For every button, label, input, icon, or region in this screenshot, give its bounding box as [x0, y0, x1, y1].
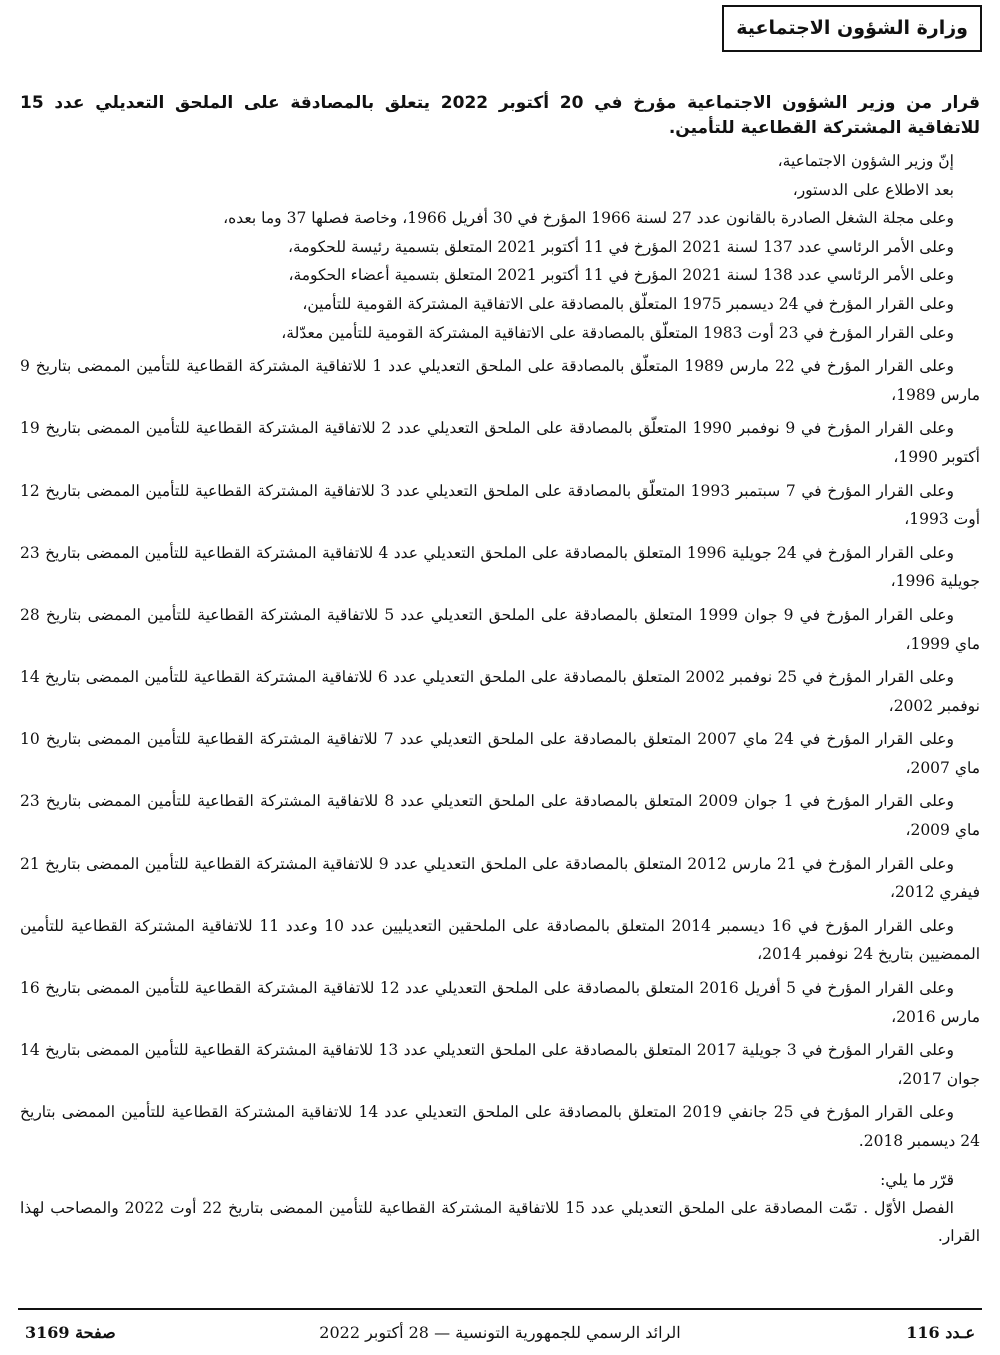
- footer-divider: [18, 1308, 982, 1310]
- preamble-line: وعلى الأمر الرئاسي عدد 138 لسنة 2021 المؤرخ في 11 أكتوبر 2021 المتعلق بتسمية أعضاء الحكومة،: [288, 266, 954, 285]
- preamble-line: وعلى القرار المؤرخ في 25 جانفي 2019 المتعلق بالمصادقة على الملحق التعديلي عدد 14 للاتفاقية المشتركة القطاعية للتأمين الممضى بتاريخ 24 ديسمبر 2018.: [20, 1103, 980, 1150]
- ministry-name: وزارة الشؤون الاجتماعية: [736, 17, 968, 39]
- decides-heading: قرّر ما يلي:: [880, 1170, 954, 1189]
- article-one: الفصل الأوّل . تمّت المصادقة على الملحق التعديلي عدد 15 للاتفاقية المشتركة القطاعية للتأمين الممضى بتاريخ 22 أوت 2022 والمصاحب لهذا القرار.: [20, 1198, 980, 1246]
- preamble-line: وعلى القرار المؤرخ في 9 جوان 1999 المتعلق بالمصادقة على الملحق التعديلي عدد 5 للاتفاقية المشتركة القطاعية للتأمين الممضى بتاريخ 28 ماي 1999،: [20, 605, 980, 653]
- preamble-line: وعلى القرار المؤرخ في 1 جوان 2009 المتعلق بالمصادقة على الملحق التعديلي عدد 8 للاتفاقية المشتركة القطاعية للتأمين الممضى بتاريخ 23 ماي 2009،: [20, 792, 980, 840]
- decree-title: قرار من وزير الشؤون الاجتماعية مؤرخ في 20 أكتوبر 2022 يتعلق بالمصادقة على الملحق التعديلي عدد 15 للاتفاقية المشتركة القطاعية للتأمين.: [20, 93, 980, 138]
- preamble-line: وعلى القرار المؤرخ في 3 جويلية 2017 المتعلق بالمصادقة على الملحق التعديلي عدد 13 للاتفاقية المشتركة القطاعية للتأمين الممضى بتاريخ 14 جوان 2017،: [20, 1041, 980, 1088]
- preamble-line: وعلى القرار المؤرخ في 9 نوفمبر 1990 المتعلّق بالمصادقة على الملحق التعديلي عدد 2 للاتفاقية المشتركة القطاعية للتأمين الممضى بتاريخ 19 أكتوبر 1990،: [20, 419, 980, 466]
- ministry-header-box: [722, 5, 982, 52]
- preamble-line: وعلى القرار المؤرخ في 24 ماي 2007 المتعلق بالمصادقة على الملحق التعديلي عدد 7 للاتفاقية المشتركة القطاعية للتأمين الممضى بتاريخ 10 ماي 2007،: [20, 730, 980, 777]
- preamble-line: وعلى القرار المؤرخ في 25 نوفمبر 2002 المتعلق بالمصادقة على الملحق التعديلي عدد 6 للاتفاقية المشتركة القطاعية للتأمين الممضى بتاريخ 14 نوفمبر 2002،: [20, 668, 980, 715]
- preamble-line: وعلى الأمر الرئاسي عدد 137 لسنة 2021 المؤرخ في 11 أكتوبر 2021 المتعلق بتسمية رئيسة للحكومة،: [288, 237, 954, 256]
- preamble-line: وعلى القرار المؤرخ في 22 مارس 1989 المتعلّق بالمصادقة على الملحق التعديلي عدد 1 للاتفاقية المشتركة القطاعية للتأمين الممضى بتاريخ 9 مارس 1989،: [20, 357, 980, 404]
- preamble-line: وعلى القرار المؤرخ في 24 ديسمبر 1975 المتعلّق بالمصادقة على الاتفاقية المشتركة القومية للتأمين،: [302, 294, 954, 313]
- preamble-line: وعلى القرار المؤرخ في 21 مارس 2012 المتعلق بالمصادقة على الملحق التعديلي عدد 9 للاتفاقية المشتركة القطاعية للتأمين الممضى بتاريخ 21 فيفري 2012،: [20, 854, 980, 902]
- preamble-line: إنّ وزير الشؤون الاجتماعية،: [777, 152, 954, 170]
- preamble-line: بعد الاطلاع على الدستور،: [792, 180, 954, 199]
- preamble-line: وعلى القرار المؤرخ في 24 جويلية 1996 المتعلق بالمصادقة على الملحق التعديلي عدد 4 للاتفاقية المشتركة القطاعية للتأمين الممضى بتاريخ 23 جويلية 1996،: [20, 543, 980, 591]
- preamble-line: وعلى القرار المؤرخ في 5 أفريل 2016 المتعلق بالمصادقة على الملحق التعديلي عدد 12 للاتفاقية المشتركة القطاعية للتأمين الممضى بتاريخ 16 مارس 2016،: [20, 979, 980, 1026]
- footer-issue-number: عـدد 116: [906, 1323, 975, 1342]
- preamble-line: وعلى القرار المؤرخ في 7 سبتمبر 1993 المتعلّق بالمصادقة على الملحق التعديلي عدد 3 للاتفاقية المشتركة القطاعية للتأمين الممضى بتاريخ 12 أوت 1993،: [20, 481, 980, 529]
- page-footer: [25, 1318, 975, 1348]
- preamble-line: وعلى القرار المؤرخ في 16 ديسمبر 2014 المتعلق بالمصادقة على الملحقين التعديليين عدد 10 وعدد 11 للاتفاقية المشتركة القطاعية للتأمين الممضيين بتاريخ 24 نوفمبر 2014،: [20, 916, 980, 964]
- footer-journal-title: الرائد الرسمي للجمهورية التونسية — 28 أكتوبر 2022: [319, 1323, 681, 1342]
- decree-body: [20, 91, 980, 1251]
- preamble-line: وعلى القرار المؤرخ في 23 أوت 1983 المتعلّق بالمصادقة على الاتفاقية المشتركة القومية للتأمين معدّلة،: [281, 323, 954, 342]
- preamble-line: وعلى مجلة الشغل الصادرة بالقانون عدد 27 لسنة 1966 المؤرخ في 30 أفريل 1966، وخاصة فصلها 37 وما بعده،: [223, 209, 954, 228]
- footer-page-number: صفحة 3169: [25, 1323, 116, 1342]
